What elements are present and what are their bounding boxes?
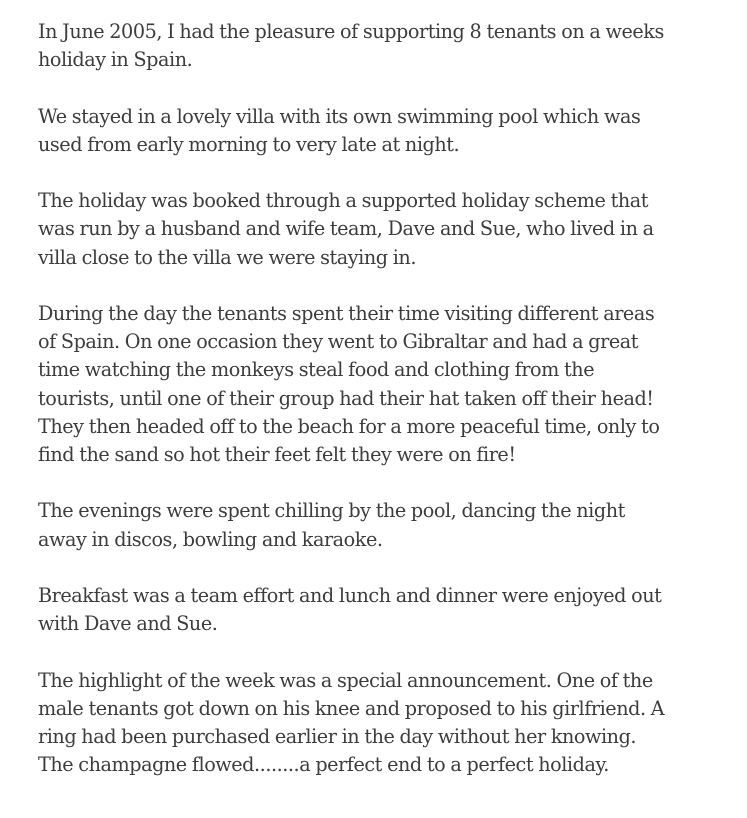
text-line: tourists, until one of their group had their hat taken off their head! xyxy=(38,386,654,410)
text-line: male tenants got down on his knee and proposed to his girlfriend. A xyxy=(38,696,665,720)
paragraph-meals xyxy=(38,582,743,638)
text-line: The champagne flowed........a perfect end to a perfect holiday. xyxy=(38,753,609,777)
text-line: The holiday was booked through a supported holiday scheme that xyxy=(38,189,648,213)
text-line: away in discos, bowling and karaoke. xyxy=(38,527,383,551)
paragraph-highlight xyxy=(38,667,743,780)
text-line: holiday in Spain. xyxy=(38,48,193,72)
paragraph-evenings xyxy=(38,497,743,553)
paragraph-villa xyxy=(38,103,743,159)
text-line: with Dave and Sue. xyxy=(38,612,218,636)
document-body xyxy=(38,18,743,808)
text-line: time watching the monkeys steal food and clothing from the xyxy=(38,358,595,382)
text-line: We stayed in a lovely villa with its own swimming pool which was xyxy=(38,104,641,128)
text-line: of Spain. On one occasion they went to Gibraltar and had a great xyxy=(38,330,638,354)
text-line: During the day the tenants spent their time visiting different areas xyxy=(38,301,655,325)
text-line: They then headed off to the beach for a more peaceful time, only to xyxy=(38,414,660,438)
paragraph-intro xyxy=(38,18,743,74)
text-line: villa close to the villa we were staying in. xyxy=(38,245,416,269)
text-line: The highlight of the week was a special announcement. One of the xyxy=(38,668,653,692)
paragraph-booking xyxy=(38,187,743,272)
paragraph-daytime xyxy=(38,300,743,469)
text-line: find the sand so hot their feet felt they were on fire! xyxy=(38,443,516,466)
text-line: was run by a husband and wife team, Dave and Sue, who lived in a xyxy=(38,217,654,241)
text-line: The evenings were spent chilling by the pool, dancing the night xyxy=(38,499,625,523)
text-line: Breakfast was a team effort and lunch and dinner were enjoyed out xyxy=(38,583,662,607)
text-line: ring had been purchased earlier in the day without her knowing. xyxy=(38,724,637,748)
text-line: In June 2005, I had the pleasure of supporting 8 tenants on a weeks xyxy=(38,20,664,43)
text-line: used from early morning to very late at night. xyxy=(38,132,460,156)
